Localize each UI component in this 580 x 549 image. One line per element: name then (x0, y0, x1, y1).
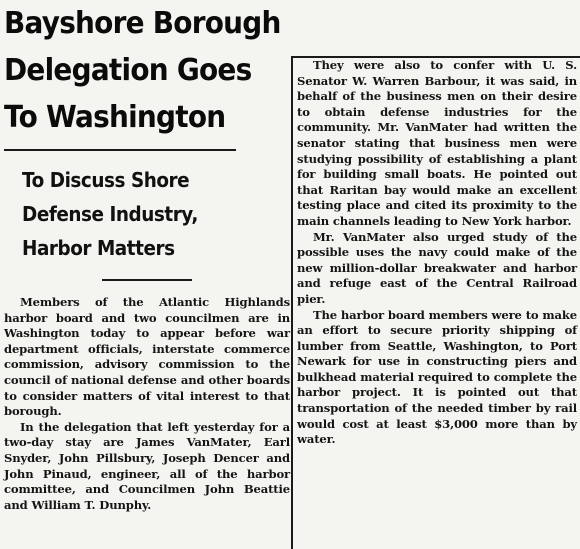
paragraph: The harbor board members were to make an effort to secure priority shipping of lumber from Seattle, Washington, to Port Newark for use in constructing piers and bulkhead material required to complete the harbor project. It is pointed out that transportation of the needed timber by rail would cost at least $3,000 more than by water. (297, 307, 577, 447)
paragraph: Members of the Atlantic Highlands harbor board and two councilmen are in Washington today to appear before war department officials, interstate commerce commission, advisory commission to the council of national defense and other boards to consider matters of vital interest to that borough. (4, 295, 290, 419)
right-column (297, 58, 577, 549)
paragraph: In the delegation that left yesterday for a two-day stay are James VanMater, Earl Snyder, John Pillsbury, Joseph Dencer and John Pinaud, engineer, all of the harbor committee, and Councilmen John Beattie and William T. Dunphy. (4, 419, 290, 512)
left-column-body (4, 295, 290, 513)
deck-divider (102, 279, 192, 281)
deck-line-3: Harbor Matters (22, 236, 175, 260)
subheadline-deck (22, 163, 269, 265)
headline (4, 0, 281, 141)
deck-line-1: To Discuss Shore (22, 168, 190, 192)
column-divider (291, 58, 293, 549)
headline-line-1: Bayshore Borough (4, 6, 281, 41)
headline-divider (4, 149, 236, 151)
headline-line-2: Delegation Goes (4, 53, 252, 88)
headline-line-3: To Washington (4, 100, 226, 135)
paragraph: Mr. VanMater also urged study of the possible uses the navy could make of the new million-dollar breakwater and harbor and refuge east of the Central Railroad pier. (297, 229, 577, 306)
deck-line-2: Defense Industry, (22, 202, 198, 226)
left-column (4, 0, 290, 549)
paragraph: They were also to confer with U. S. Senator W. Warren Barbour, it was said, in behalf of the business men on their desire to obtain defense industries for the community. Mr. VanMater had written the senator stating that business men were studying possibility of establishing a plant for building small boats. He pointed out that Raritan bay would make an excellent testing place and cited its proximity to the main channels leading to New York harbor. (297, 58, 577, 228)
right-column-body (297, 58, 577, 448)
